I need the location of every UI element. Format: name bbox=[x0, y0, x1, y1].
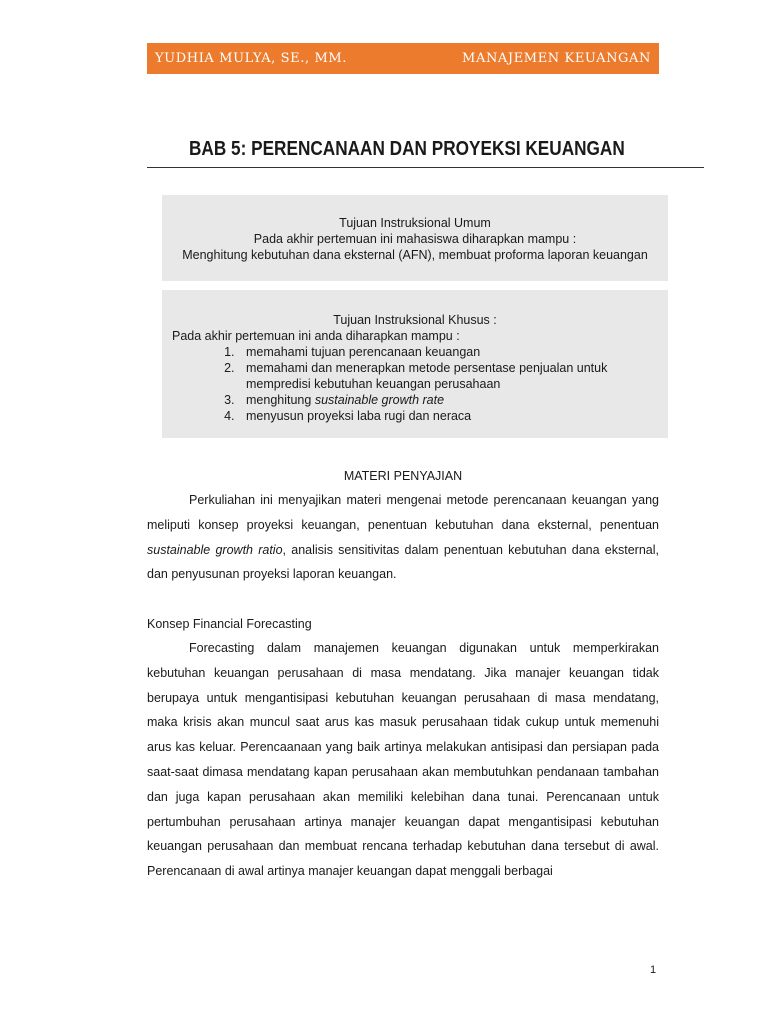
specific-objectives-intro: Pada akhir pertemuan ini anda diharapkan mampu : bbox=[172, 329, 460, 343]
list-item bbox=[238, 408, 658, 424]
konsep-heading: Konsep Financial Forecasting bbox=[147, 617, 312, 631]
materi-text-b: , analisis sensitivitas dalam penentuan kebutuhan dana eksternal, dan penyusunan proyeksi laporan keuangan. bbox=[147, 542, 659, 582]
materi-text-italic: sustainable growth ratio bbox=[147, 542, 283, 557]
materi-paragraph bbox=[147, 488, 659, 587]
page-number: 1 bbox=[650, 964, 657, 976]
list-item-italic: sustainable growth rate bbox=[314, 393, 445, 407]
specific-objectives-list bbox=[172, 344, 658, 424]
list-item-text: memahami dan menerapkan metode persentase penjualan untuk mempredisi kebutuhan keuangan perusahaan bbox=[246, 361, 608, 391]
chapter-title: BAB 5: PERENCANAAN DAN PROYEKSI KEUANGAN bbox=[189, 138, 625, 160]
general-objectives-text: Menghitung kebutuhan dana eksternal (AFN), membuat proforma laporan keuangan bbox=[182, 248, 648, 262]
specific-objectives-heading: Tujuan Instruksional Khusus : bbox=[333, 313, 497, 327]
general-objectives-intro: Pada akhir pertemuan ini mahasiswa diharapkan mampu : bbox=[253, 232, 577, 246]
list-item-text: menghitung bbox=[246, 393, 312, 407]
list-item-text: menyusun proyeksi laba rugi dan neraca bbox=[246, 409, 472, 423]
general-objectives-box bbox=[162, 195, 668, 281]
header-author: YUDHIA MULYA, SE., MM. bbox=[155, 51, 347, 66]
specific-objectives-box bbox=[162, 290, 668, 438]
list-item bbox=[238, 360, 658, 392]
header-course: MANAJEMEN KEUANGAN bbox=[462, 51, 651, 66]
konsep-paragraph bbox=[147, 636, 659, 884]
list-item bbox=[238, 392, 658, 408]
list-item bbox=[238, 344, 658, 360]
general-objectives-heading: Tujuan Instruksional Umum bbox=[339, 216, 491, 230]
materi-heading: MATERI PENYAJIAN bbox=[343, 469, 463, 483]
list-item-text: memahami tujuan perencanaan keuangan bbox=[246, 345, 481, 359]
title-divider bbox=[147, 167, 704, 168]
konsep-text: Forecasting dalam manajemen keuangan digunakan untuk memperkirakan kebutuhan keuangan perusahaan di masa mendatang. Jika manajer keuangan tidak berupaya untuk mengantisipasi kebutuhan keuangan perusahaan di masa mendatang, maka krisis akan muncul saat arus kas masuk perusahaan tidak cukup untuk memenuhi arus kas keluar. Perencaanaan yang baik artinya melakukan antisipasi dan persiapan pada saat-saat dimasa mendatang kapan perusahaan akan membutuhkan pendanaan tambahan dan juga kapan perusahaan akan memiliki kelebihan dana tunai. Perencanaan untuk pertumbuhan perusahaan artinya manajer keuangan dapat mengantisipasi kebutuhan keuangan perusahaan dan membuat rencana terhadap kebutuhan dana tersebut di awal. Perencanaan di awal artinya manajer keuangan dapat menggali berbagai bbox=[147, 641, 659, 879]
materi-text-a: Perkuliahan ini menyajikan materi mengenai metode perencanaan keuangan yang meliputi konsep proyeksi keuangan, penentuan kebutuhan dana eksternal, penentuan bbox=[147, 493, 659, 532]
running-header bbox=[147, 43, 659, 74]
